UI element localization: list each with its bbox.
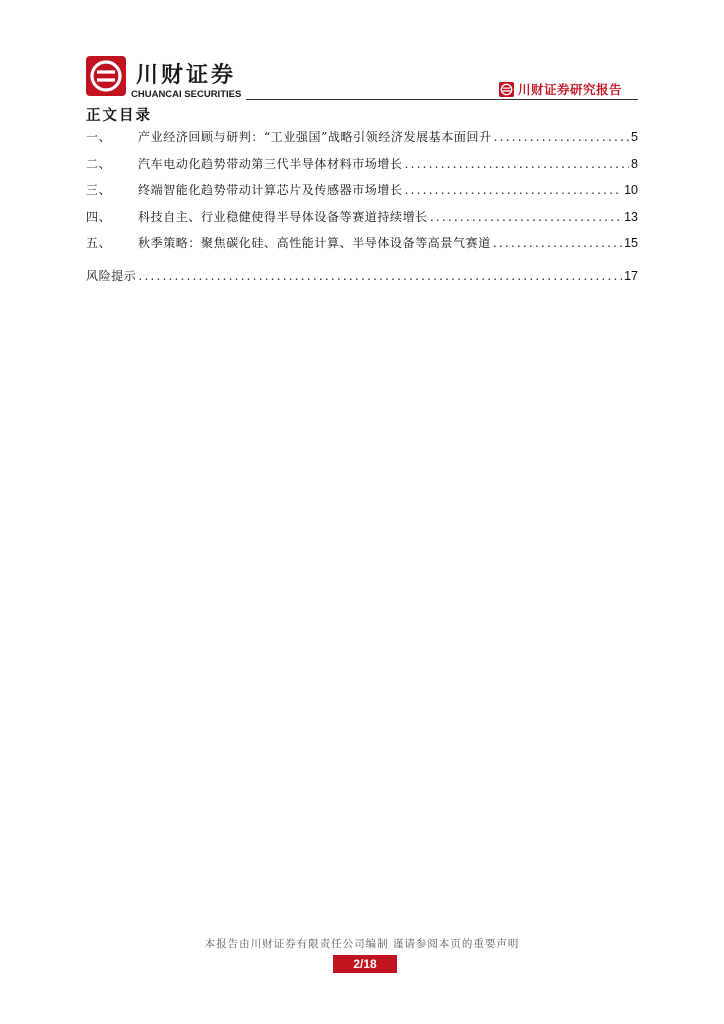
toc-leader-dots bbox=[493, 236, 622, 250]
toc-leader-dots bbox=[405, 183, 622, 197]
toc-entry-number: 三、 bbox=[86, 183, 112, 197]
toc-entry-text: 汽车电动化趋势带动第三代半导体材料市场增长 bbox=[138, 156, 403, 171]
toc-entry[interactable] bbox=[86, 234, 638, 261]
page-header bbox=[0, 0, 724, 104]
toc-leader-dots bbox=[494, 130, 629, 144]
footer-statement: 本报告由川财证券有限责任公司编制 谨请参阅本页的重要声明 bbox=[204, 938, 520, 950]
logo-chinese-name: 川财证券 bbox=[136, 63, 237, 88]
toc-leader-dots bbox=[405, 157, 629, 171]
toc-entry-text: 终端智能化趋势带动计算芯片及传感器市场增长 bbox=[138, 183, 403, 197]
toc-entry-page: 17 bbox=[624, 268, 638, 283]
toc-title: 正文目录 bbox=[86, 107, 152, 124]
chuancai-logo-icon bbox=[86, 56, 126, 96]
toc-entry-page: 5 bbox=[631, 130, 638, 144]
toc-entry-risk[interactable] bbox=[86, 267, 638, 294]
toc-entry[interactable] bbox=[86, 128, 638, 155]
toc-entry-text: 科技自主、行业稳健使得半导体设备等赛道持续增长 bbox=[138, 209, 428, 224]
chuancai-mini-logo-icon bbox=[499, 82, 514, 97]
toc-leader-dots bbox=[138, 269, 622, 283]
toc-entry[interactable] bbox=[86, 181, 638, 208]
toc-entry-text: 风险提示 bbox=[86, 268, 137, 283]
page-number-badge: 2/18 bbox=[333, 955, 397, 973]
header-divider bbox=[246, 99, 638, 100]
toc-entry[interactable] bbox=[86, 155, 638, 182]
toc-entry-number: 一、 bbox=[86, 130, 112, 144]
table-of-contents bbox=[86, 128, 638, 293]
toc-entry-page: 13 bbox=[624, 209, 638, 224]
toc-entry-page: 15 bbox=[624, 236, 638, 250]
report-brand bbox=[499, 80, 622, 98]
toc-entry-page: 10 bbox=[624, 183, 638, 197]
toc-entry-page: 8 bbox=[631, 156, 638, 171]
toc-entry-text: 秋季策略：聚焦碳化硅、高性能计算、半导体设备等高景气赛道 bbox=[138, 236, 491, 250]
report-brand-label: 川财证券研究报告 bbox=[518, 82, 623, 97]
logo-english-name: CHUANCAI SECURITIES bbox=[131, 89, 242, 100]
toc-entry[interactable] bbox=[86, 208, 638, 235]
toc-leader-dots bbox=[430, 210, 622, 224]
toc-entry-number: 五、 bbox=[86, 236, 112, 250]
toc-entry-number: 二、 bbox=[86, 156, 112, 171]
toc-entry-number: 四、 bbox=[86, 209, 112, 224]
toc-entry-text: 产业经济回顾与研判：“工业强国”战略引领经济发展基本面回升 bbox=[138, 130, 492, 144]
